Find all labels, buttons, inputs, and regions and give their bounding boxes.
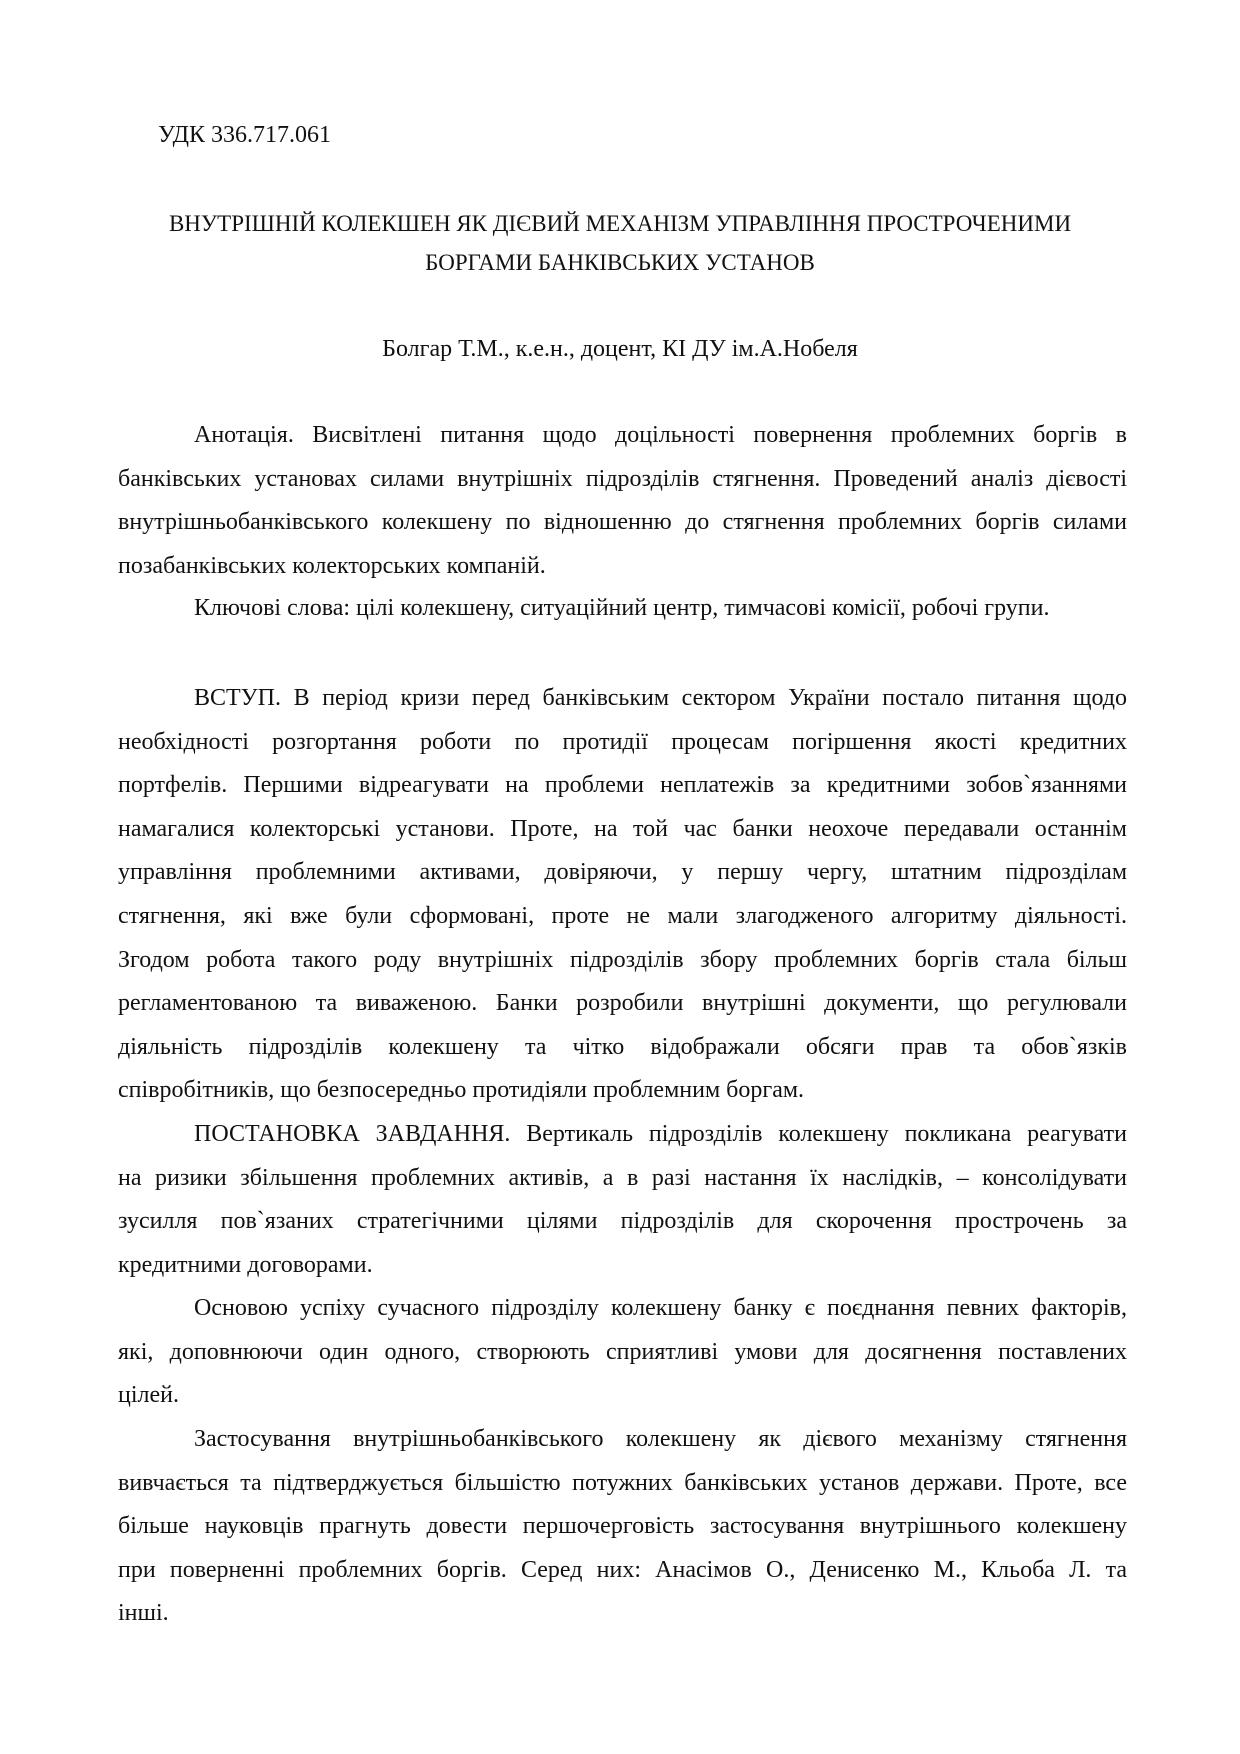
text-line: співробітників, що безпосередньо протидіяли проблемним боргам.	[118, 1077, 805, 1104]
text-line: цілей.	[118, 1382, 179, 1409]
text-line: зусилля пов`язаних стратегічними цілями підрозділів для скорочення прострочень за	[118, 1208, 1127, 1235]
text-line: при поверненні проблемних боргів. Серед них: Анасімов О., Денисенко М., Кльоба Л. та	[118, 1556, 1127, 1583]
text-line: портфелів. Першими відреагувати на проблеми неплатежів за кредитними зобов`язаннями	[118, 772, 1127, 799]
text-line: діяльність підрозділів колекшену та чітко відображали обсяги прав та обов`язків	[118, 1033, 1127, 1060]
text-line: ПОСТАНОВКА ЗАВДАННЯ. Вертикаль підрозділів колекшену покликана реагувати	[194, 1121, 1127, 1147]
text-line: Анотація. Висвітлені питання щодо доцільності повернення проблемних боргів в	[194, 422, 1127, 448]
text-line: ВСТУП. В період кризи перед банківським сектором України постало питання щодо	[194, 685, 1127, 711]
text-line: банківських установах силами внутрішніх підрозділів стягнення. Проведений аналіз дієвості	[118, 465, 1127, 492]
author-line: Болгар Т.М., к.е.н., доцент, КІ ДУ ім.А.Нобеля	[382, 336, 858, 362]
text-line: які, доповнюючи один одного, створюють сприятливі умови для досягнення поставлених	[118, 1338, 1127, 1365]
problem-statement-paragraph	[118, 1113, 1127, 1287]
text-line: необхідності розгортання роботи по протидії процесам погіршення якості кредитних	[118, 728, 1127, 755]
text-line: управління проблемними активами, довіряючи, у першу чергу, штатним підрозділам	[118, 859, 1127, 886]
text-line: інші.	[118, 1600, 169, 1627]
title-line: БОРГАМИ БАНКІВСЬКИХ УСТАНОВ	[425, 250, 815, 275]
body-paragraph	[118, 1418, 1127, 1636]
text-line: Згодом робота такого роду внутрішніх підрозділів збору проблемних боргів стала більш	[118, 946, 1127, 973]
text-line: позабанківських колекторських компаній.	[118, 552, 546, 579]
text-line: на ризики збільшення проблемних активів, а в разі настання їх наслідків, – консолідувати	[118, 1164, 1127, 1191]
text-line: кредитними договорами.	[118, 1251, 373, 1278]
article-title	[100, 204, 1140, 282]
text-line: Застосування внутрішньобанківського колекшену як дієвого механізму стягнення	[194, 1426, 1127, 1452]
text-line: вивчається та підтверджується більшістю потужних банківських установ держави. Проте, все	[118, 1469, 1127, 1496]
abstract-paragraph	[118, 414, 1127, 588]
text-line: Основою успіху сучасного підрозділу колекшену банку є поєднання певних факторів,	[194, 1295, 1127, 1321]
text-line: більше науковців прагнуть довести першочерговість застосування внутрішнього колекшену	[118, 1513, 1127, 1540]
title-line: ВНУТРІШНІЙ КОЛЕКШЕН ЯК ДІЄВИЙ МЕХАНІЗМ УПРАВЛІННЯ ПРОСТРОЧЕНИМИ	[168, 211, 1072, 236]
text-line: стягнення, які вже були сформовані, проте не мали злагодженого алгоритму діяльності.	[118, 902, 1127, 929]
introduction-paragraph	[118, 677, 1127, 1113]
udk-code: УДК 336.717.061	[158, 122, 331, 148]
text-line: намагалися колекторські установи. Проте, на той час банки неохоче передавали останнім	[118, 815, 1127, 842]
text-line: регламентованою та виваженою. Банки розробили внутрішні документи, що регулювали	[118, 990, 1127, 1017]
keywords-paragraph	[118, 587, 1127, 631]
text-line: внутрішньобанківського колекшену по відношенню до стягнення проблемних боргів силами	[118, 509, 1127, 536]
body-paragraph	[118, 1287, 1127, 1418]
text-line: Ключові слова: цілі колекшену, ситуаційний центр, тимчасові комісії, робочі групи.	[194, 595, 1050, 621]
